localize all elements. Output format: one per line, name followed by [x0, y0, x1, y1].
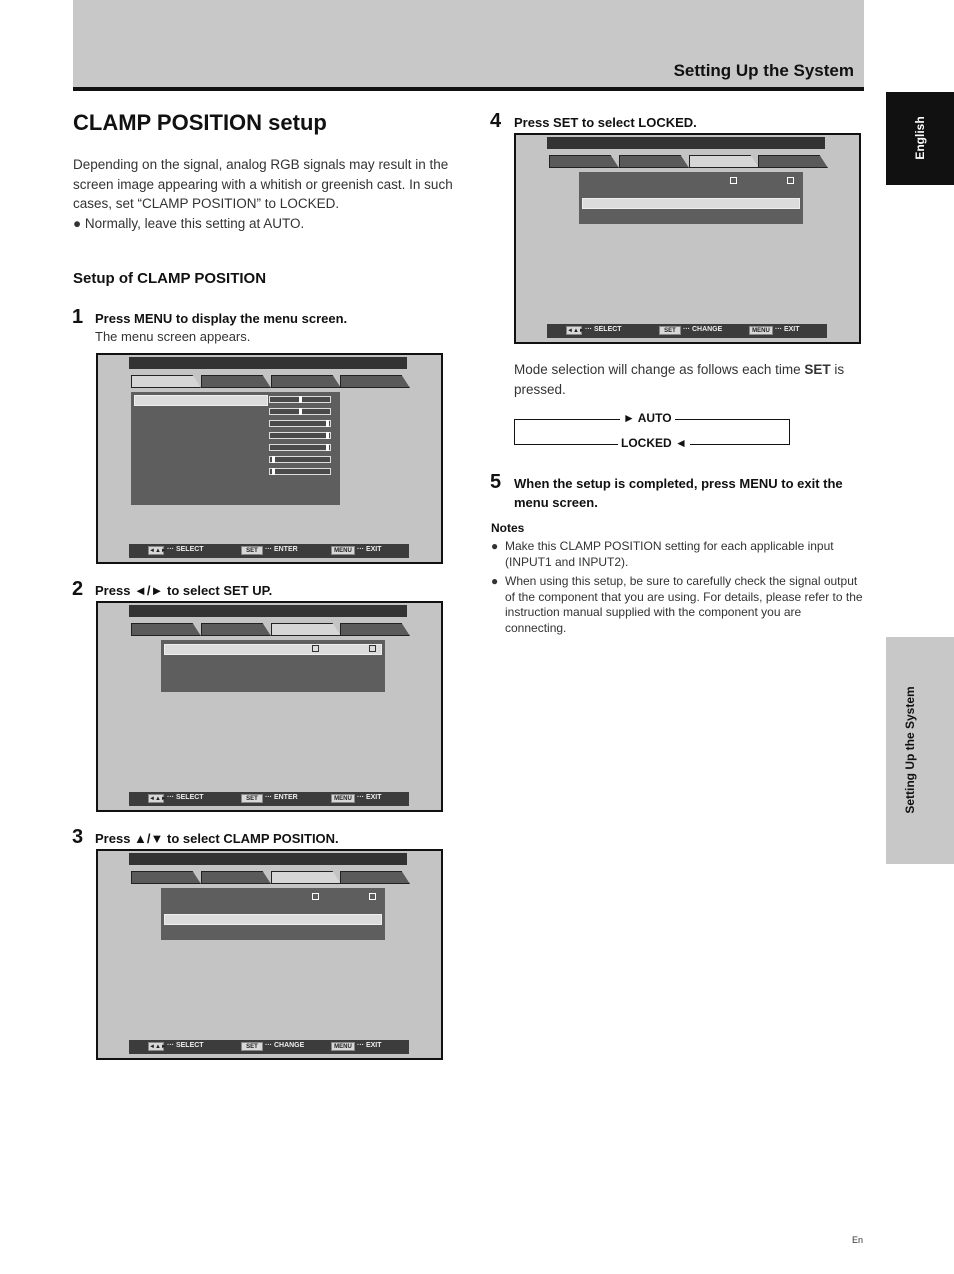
slider	[269, 468, 331, 475]
option-box	[730, 177, 737, 184]
set-icon: SET	[241, 1042, 263, 1051]
set-keyword: SET	[804, 362, 831, 377]
page-title: CLAMP POSITION setup	[73, 110, 327, 135]
slider	[269, 408, 331, 415]
intro-paragraph: Depending on the signal, analog RGB signals may result in the screen image appearing with a whitish or greenish cast. In such cases, set “CLAMP POSITION” to LOCKED.	[73, 157, 453, 211]
menu-screen-3	[96, 849, 443, 1060]
screen-footer: ◄▲► ··· SELECT SET ··· ENTER MENU ··· EXIT	[129, 544, 409, 558]
step-text: Press MENU to display the menu screen.	[95, 311, 348, 326]
slider	[269, 432, 331, 439]
intro-bullet: ● Normally, leave this setting at AUTO.	[73, 215, 305, 231]
menu-tab	[201, 871, 271, 884]
slider	[269, 444, 331, 451]
highlight-bar	[164, 644, 382, 655]
menu-icon: MENU	[331, 794, 355, 803]
step-number: 5	[490, 471, 502, 493]
option-box	[369, 645, 376, 652]
menu-tab	[549, 155, 619, 168]
menu-tab	[340, 375, 410, 388]
arrows-icon: ◄▲►	[149, 1044, 167, 1050]
auto-label: ► AUTO	[620, 411, 675, 425]
menu-tab	[340, 623, 410, 636]
language-tab	[886, 92, 954, 185]
step-number: 3	[72, 826, 84, 848]
intro	[73, 155, 453, 233]
header-rule	[73, 87, 864, 91]
step-text: Press ◄/► to select SET UP.	[95, 583, 273, 598]
slider	[269, 456, 331, 463]
screen-footer: ◄▲► ··· SELECT SET ··· ENTER MENU ··· EXIT	[129, 792, 409, 806]
screen-title-bar	[129, 357, 407, 369]
notes-heading: Notes	[491, 521, 525, 535]
option-box	[787, 177, 794, 184]
set-icon: SET	[659, 326, 681, 335]
screen-title-bar	[129, 605, 407, 617]
note-item: Make this CLAMP POSITION setting for each applicable input (INPUT1 and INPUT2).	[505, 539, 834, 569]
menu-tab	[758, 155, 828, 168]
menu-tab	[131, 623, 201, 636]
step-text: When the setup is completed, press MENU to exit the menu screen.	[514, 476, 843, 510]
menu-tab	[271, 375, 341, 388]
section-side-tab-label: Setting Up the System	[903, 686, 917, 814]
note-bullet: ●	[491, 539, 499, 553]
highlight-bar	[582, 198, 800, 209]
option-box	[312, 893, 319, 900]
menu-tab	[201, 375, 271, 388]
step-subtext: The menu screen appears.	[95, 329, 251, 344]
locked-label: LOCKED ◄	[618, 436, 690, 450]
intro-bullet-text: Normally, leave this setting at AUTO.	[84, 215, 305, 231]
menu-tab	[340, 871, 410, 884]
menu-screen-2	[96, 601, 443, 812]
screen-title-bar	[129, 853, 407, 865]
option-box	[369, 893, 376, 900]
menu-tab	[619, 155, 689, 168]
section-side-tab	[886, 637, 954, 864]
screen-footer: ◄▲► ··· SELECT SET ··· CHANGE MENU ··· EXIT	[129, 1040, 409, 1054]
mode-selection-text: Mode selection will change as follows each time SET is pressed.	[514, 362, 845, 397]
option-box	[312, 645, 319, 652]
menu-screen-1	[96, 353, 443, 564]
note-bullet: ●	[491, 574, 499, 588]
menu-icon: MENU	[749, 326, 773, 335]
slider	[269, 420, 331, 427]
screen-title-bar	[547, 137, 825, 149]
page-number: En	[852, 1235, 864, 1245]
section-title: Setting Up the System	[673, 61, 854, 80]
menu-tab	[201, 623, 271, 636]
arrows-icon: ◄▲►	[149, 796, 167, 802]
arrows-icon: ◄▲►	[149, 548, 167, 554]
menu-screen-4	[514, 133, 861, 344]
slider	[269, 396, 331, 403]
menu-icon: MENU	[331, 1042, 355, 1051]
subheading: Setup of CLAMP POSITION	[73, 270, 267, 287]
menu-tab	[689, 155, 759, 168]
step-number: 1	[72, 306, 84, 328]
step-number: 2	[72, 578, 84, 600]
step-text: Press ▲/▼ to select CLAMP POSITION.	[95, 831, 339, 846]
menu-icon: MENU	[331, 546, 355, 555]
highlight-bar	[164, 914, 382, 925]
set-icon: SET	[241, 794, 263, 803]
step-number: 4	[490, 110, 502, 132]
note-item: When using this setup, be sure to carefully check the signal output of the component that you are using. For details, please refer to the instruction manual supplied with the component you are connecting.	[505, 574, 863, 635]
menu-tab	[271, 871, 341, 884]
arrows-icon: ◄▲►	[567, 328, 585, 334]
set-icon: SET	[241, 546, 263, 555]
menu-tab	[271, 623, 341, 636]
menu-tab	[131, 375, 201, 388]
highlight-bar	[134, 395, 268, 406]
menu-tab	[131, 871, 201, 884]
language-tab-label: English	[913, 116, 927, 160]
step-text: Press SET to select LOCKED.	[514, 115, 697, 130]
screen-footer: ◄▲► ··· SELECT SET ··· CHANGE MENU ··· EXIT	[547, 324, 827, 338]
